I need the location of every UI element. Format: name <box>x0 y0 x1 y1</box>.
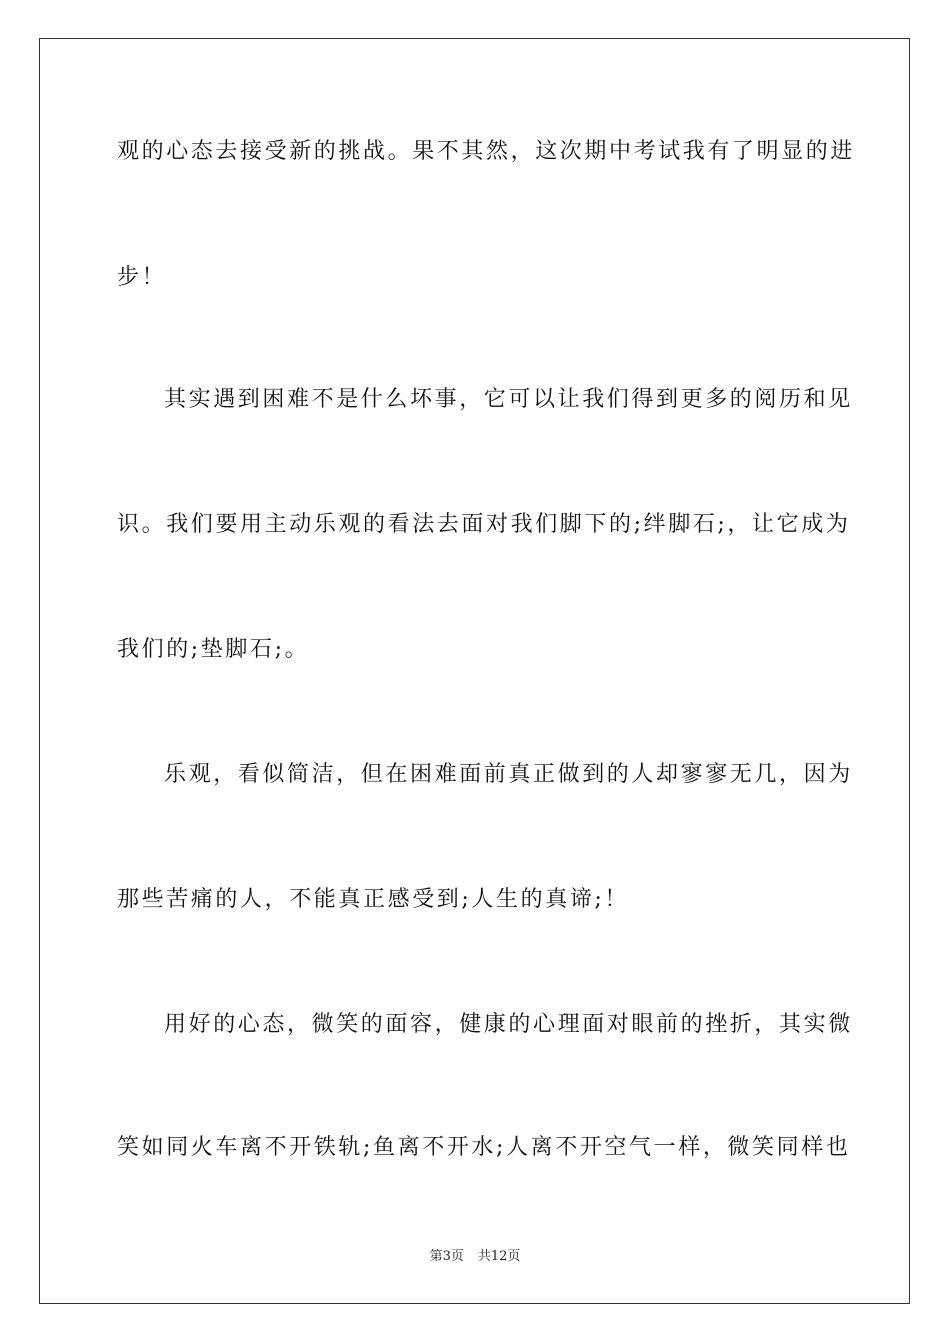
page-border <box>39 38 910 1304</box>
text-line: 我们的;垫脚石;。 <box>117 637 310 662</box>
text-line: 步！ <box>117 265 167 290</box>
paragraph-first-line: 其实遇到困难不是什么坏事，它可以让我们得到更多的阅历和见 <box>164 387 853 412</box>
text-line: 那些苦痛的人，不能真正感受到;人生的真谛;！ <box>117 887 630 912</box>
page-footer <box>0 1248 950 1266</box>
paragraph-first-line: 乐观，看似简洁，但在困难面前真正做到的人却寥寥无几，因为 <box>164 762 853 787</box>
page-total: 共12页 <box>477 1249 521 1264</box>
text-line: 笑如同火车离不开铁轨;鱼离不开水;人离不开空气一样，微笑同样也 <box>117 1135 851 1160</box>
text-line: 识。我们要用主动乐观的看法去面对我们脚下的;绊脚石;，让它成为 <box>117 512 851 537</box>
page-number: 第3页 <box>429 1249 464 1264</box>
paragraph-first-line: 用好的心态，微笑的面容，健康的心理面对眼前的挫折，其实微 <box>164 1012 853 1037</box>
text-line: 观的心态去接受新的挑战。果不其然，这次期中考试我有了明显的进 <box>117 139 856 164</box>
